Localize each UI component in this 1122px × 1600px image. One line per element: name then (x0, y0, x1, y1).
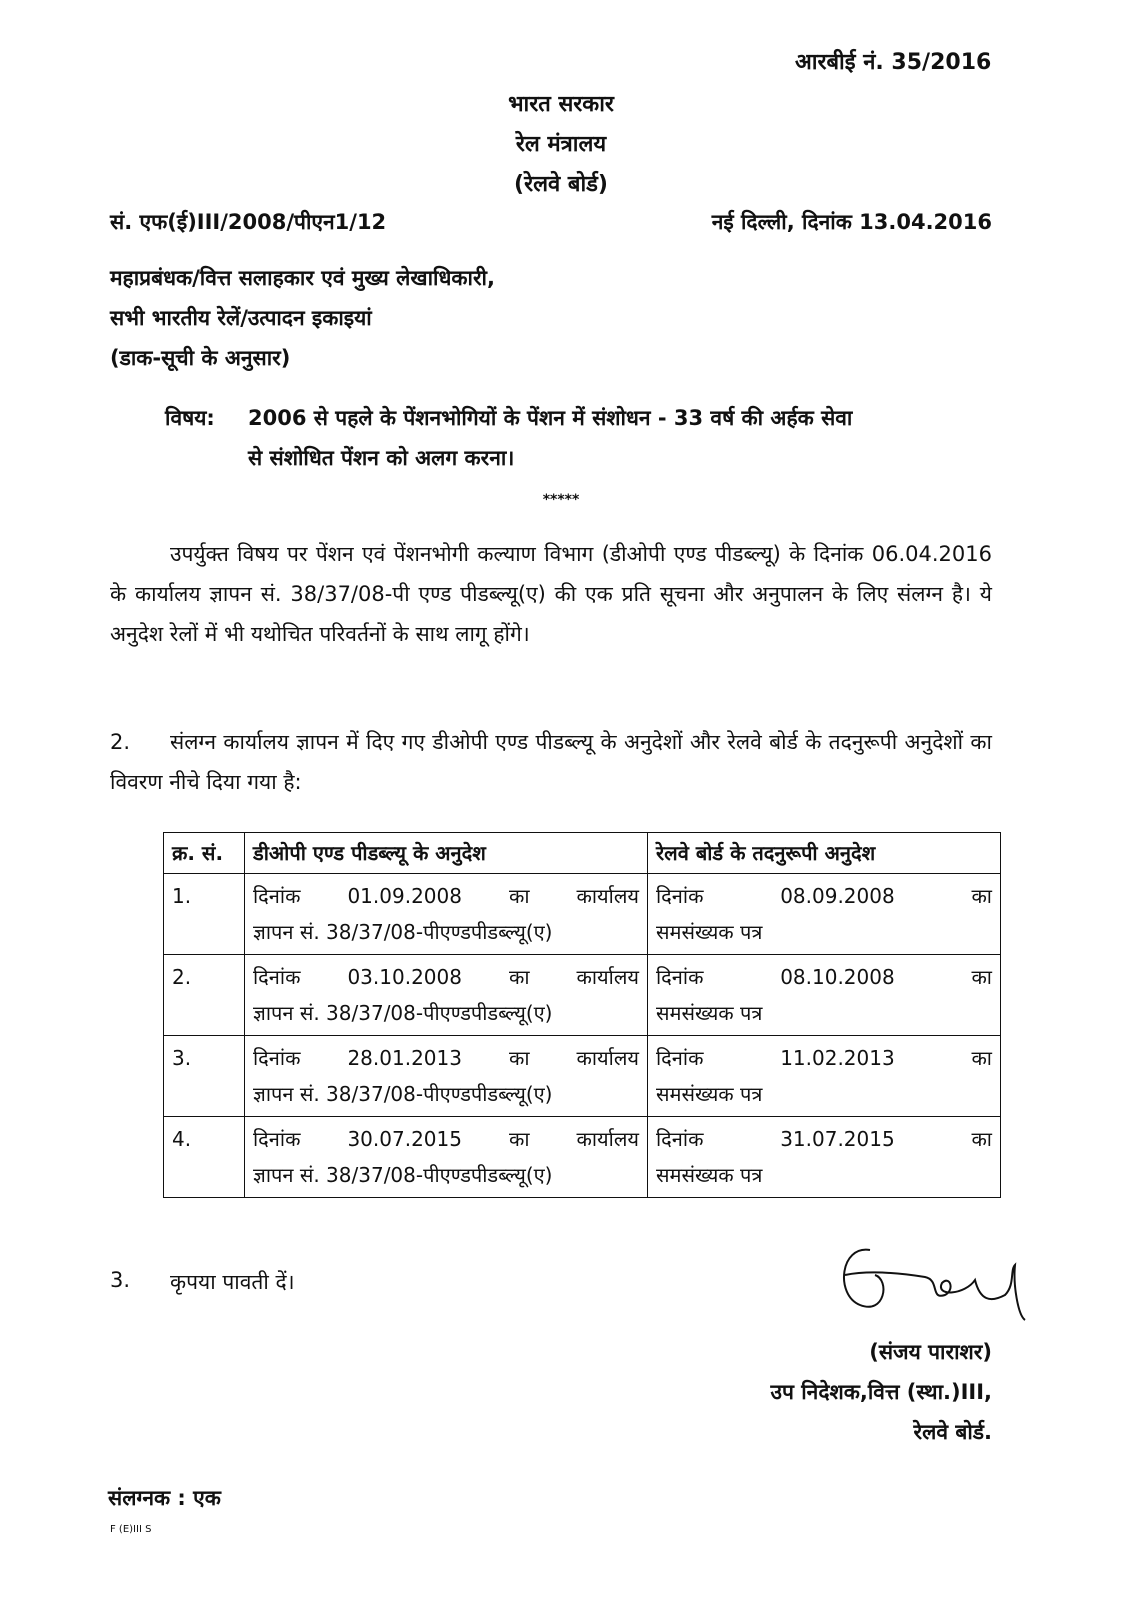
addressee-line: सभी भारतीय रेलें/उत्पादन इकाइयां (110, 306, 372, 330)
rb-date: 08.10.2008 (780, 965, 895, 989)
word: कार्यालय (576, 884, 639, 908)
word: दिनांक (656, 1127, 704, 1151)
rb-date: 31.07.2015 (780, 1127, 895, 1151)
memo-number: ज्ञापन सं. 38/37/08-पीएण्डपीडब्ल्यू(ए) (253, 1163, 553, 1187)
word: का (508, 884, 530, 908)
table-row (164, 1036, 1001, 1117)
table-row (164, 1117, 1001, 1198)
serial-cell: 4. (164, 1117, 245, 1198)
footer-code: F (E)III S (110, 1524, 152, 1535)
file-number: सं. एफ(ई)III/2008/पीएन1/12 (110, 210, 387, 234)
word: का (971, 1046, 992, 1070)
word: दिनांक (253, 884, 301, 908)
serial-cell: 2. (164, 955, 245, 1036)
word: कार्यालय (576, 965, 639, 989)
word: का (508, 965, 530, 989)
dop-instruction-cell (245, 955, 648, 1036)
subject-label: विषय: (165, 406, 215, 430)
word: का (971, 884, 992, 908)
subject-line-1: 2006 से पहले के पेंशनभोगियों के पेंशन में संशोधन - 33 वर्ष की अर्हक सेवा (248, 406, 853, 430)
word: दिनांक (656, 965, 704, 989)
dop-date: 01.09.2008 (347, 884, 462, 908)
word: दिनांक (253, 1127, 301, 1151)
signatory-office: रेलवे बोर्ड. (913, 1420, 992, 1444)
word: कार्यालय (576, 1127, 639, 1151)
rb-instruction-cell (648, 874, 1001, 955)
serial-cell: 3. (164, 1036, 245, 1117)
letter-ref: समसंख्यक पत्र (656, 1082, 763, 1106)
header-dop: डीओपी एण्ड पीडब्ल्यू के अनुदेश (245, 833, 648, 874)
addressee-line: (डाक-सूची के अनुसार) (110, 346, 291, 370)
org-ministry: रेल मंत्रालय (515, 132, 607, 157)
place-date: नई दिल्ली, दिनांक 13.04.2016 (711, 210, 992, 234)
rbe-number: आरबीई नं. 35/2016 (795, 50, 992, 75)
rb-date: 11.02.2013 (780, 1046, 895, 1070)
dop-instruction-cell (245, 1117, 648, 1198)
signature (830, 1225, 1040, 1325)
memo-number: ज्ञापन सं. 38/37/08-पीएण्डपीडब्ल्यू(ए) (253, 1082, 553, 1106)
header-railway-board: रेलवे बोर्ड के तदनुरूपी अनुदेश (648, 833, 1001, 874)
signatory-name: (संजय पाराशर) (869, 1340, 992, 1364)
word: दिनांक (253, 965, 301, 989)
addressee-line: महाप्रबंधक/वित्त सलाहकार एवं मुख्य लेखाधिकारी, (110, 266, 495, 290)
header-serial: क्र. सं. (164, 833, 245, 874)
memo-number: ज्ञापन सं. 38/37/08-पीएण्डपीडब्ल्यू(ए) (253, 920, 553, 944)
serial-cell: 1. (164, 874, 245, 955)
dop-date: 30.07.2015 (347, 1127, 462, 1151)
word: दिनांक (656, 1046, 704, 1070)
org-government: भारत सरकार (508, 92, 614, 117)
word: का (971, 965, 992, 989)
paragraph-2 (110, 722, 992, 802)
letter-ref: समसंख्यक पत्र (656, 920, 763, 944)
paragraph-1: उपर्युक्त विषय पर पेंशन एवं पेंशनभोगी कल्याण विभाग (डीओपी एण्ड पीडब्ल्यू) के दिनांक 06.04.2016 के कार्यालय ज्ञापन सं. 38/37/08-पी एण्ड पीडब्ल्यू(ए) की एक प्रति सूचना और अनुपालन के लिए संलग्न है। ये अनुदेश रेलों में भी यथोचित परिवर्तनों के साथ लागू होंगे। (110, 542, 992, 646)
rb-instruction-cell (648, 955, 1001, 1036)
subject-line-2: से संशोधित पेंशन को अलग करना। (248, 446, 515, 470)
rb-date: 08.09.2008 (780, 884, 895, 908)
dop-date: 28.01.2013 (347, 1046, 462, 1070)
paragraph-3-text: कृपया पावती दें। (170, 1270, 295, 1294)
word: का (508, 1127, 530, 1151)
word: कार्यालय (576, 1046, 639, 1070)
rb-instruction-cell (648, 1036, 1001, 1117)
paragraph-text: संलग्न कार्यालय ज्ञापन में दिए गए डीओपी एण्ड पीडब्ल्यू के अनुदेशों और रेलवे बोर्ड के तदनुरूपी अनुदेशों का विवरण नीचे दिया गया है: (110, 730, 992, 794)
dop-date: 03.10.2008 (347, 965, 462, 989)
letter-ref: समसंख्यक पत्र (656, 1001, 763, 1025)
dop-instruction-cell (245, 1036, 648, 1117)
org-board: (रेलवे बोर्ड) (514, 172, 608, 197)
word: दिनांक (656, 884, 704, 908)
word: का (971, 1127, 992, 1151)
table-row (164, 874, 1001, 955)
paragraph-number: 2. (110, 730, 131, 754)
separator: ***** (542, 492, 580, 508)
rb-instruction-cell (648, 1117, 1001, 1198)
enclosure: संलग्नक : एक (108, 1486, 221, 1510)
word: दिनांक (253, 1046, 301, 1070)
paragraph-3-number: 3. (110, 1268, 131, 1292)
instructions-table (163, 832, 1001, 1198)
table-header-row (164, 833, 1001, 874)
table-row (164, 955, 1001, 1036)
signatory-designation: उप निदेशक,वित्त (स्था.)III, (770, 1380, 992, 1404)
dop-instruction-cell (245, 874, 648, 955)
memo-number: ज्ञापन सं. 38/37/08-पीएण्डपीडब्ल्यू(ए) (253, 1001, 553, 1025)
word: का (508, 1046, 530, 1070)
letter-ref: समसंख्यक पत्र (656, 1163, 763, 1187)
